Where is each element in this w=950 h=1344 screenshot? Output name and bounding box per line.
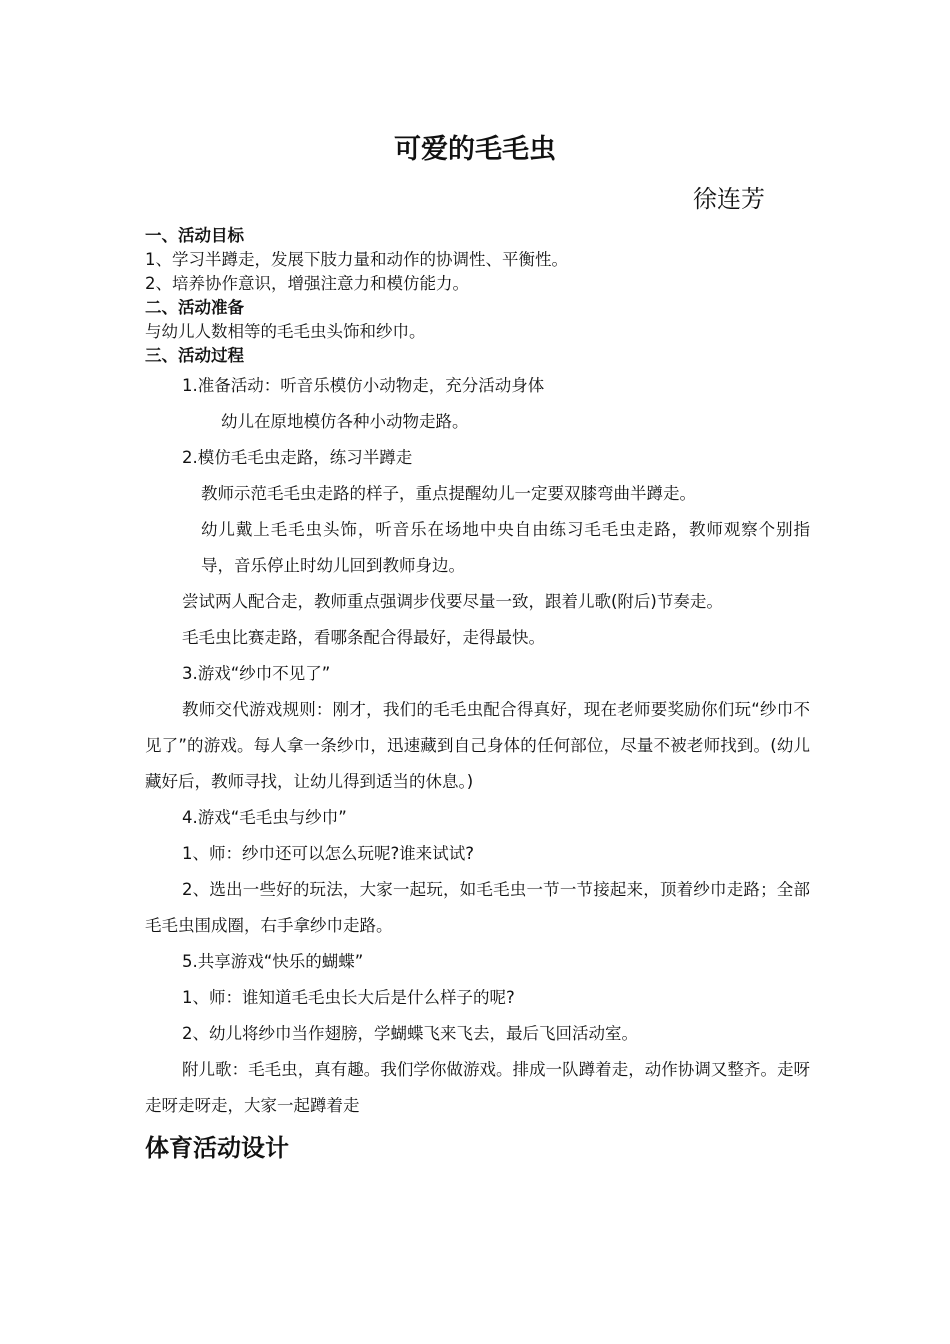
process-step-5-item-1: 1、师：谁知道毛毛虫长大后是什么样子的呢? <box>182 988 515 1007</box>
process-step-3-rules: 教师交代游戏规则：刚才，我们的毛毛虫配合得真好，现在老师要奖励你们玩“纱巾不见了”的游戏。每人拿一条纱巾，迅速藏到自己身体的任何部位，尽量不被老师找到。(幼儿藏好后，教师寻找，让幼儿得到适当的休息。) <box>145 700 810 791</box>
footer-title: 体育活动设计 <box>145 1134 289 1162</box>
process-step-5-item-2: 2、幼儿将纱巾当作翅膀，学蝴蝶飞来飞去，最后飞回活动室。 <box>182 1024 638 1043</box>
section-heading-process: 三、活动过程 <box>145 346 244 365</box>
process-step-4: 4.游戏“毛毛虫与纱巾” <box>182 808 347 827</box>
process-step-2: 2.模仿毛毛虫走路，练习半蹲走 <box>182 448 413 467</box>
preparation-text: 与幼儿人数相等的毛毛虫头饰和纱巾。 <box>145 322 426 341</box>
process-step-1: 1.准备活动：听音乐模仿小动物走，充分活动身体 <box>182 376 545 395</box>
section-heading-goals: 一、活动目标 <box>145 226 244 245</box>
document-body <box>145 224 810 1124</box>
appendix-rhyme: 附儿歌：毛毛虫，真有趣。我们学你做游戏。排成一队蹲着走，动作协调又整齐。走呀走呀走呀走，大家一起蹲着走 <box>145 1060 810 1115</box>
process-step-2-practice <box>145 512 810 584</box>
goal-item-2: 2、培养协作意识，增强注意力和模仿能力。 <box>145 274 469 293</box>
process-step-4-item-2: 2、选出一些好的玩法，大家一起玩，如毛毛虫一节一节接起来，顶着纱巾走路；全部毛毛虫围成圈，右手拿纱巾走路。 <box>145 880 810 935</box>
document-title: 可爱的毛毛虫 <box>394 134 556 165</box>
section-heading-preparation: 二、活动准备 <box>145 298 244 317</box>
process-step-4-item-1: 1、师：纱巾还可以怎么玩呢?谁来试试? <box>182 844 475 863</box>
process-step-5: 5.共享游戏“快乐的蝴蝶” <box>182 952 364 971</box>
process-step-1-detail: 幼儿在原地模仿各种小动物走路。 <box>221 412 469 431</box>
process-step-2-pair: 尝试两人配合走，教师重点强调步伐要尽量一致，跟着儿歌(附后)节奏走。 <box>182 592 723 611</box>
process-step-2-practice-text: 幼儿戴上毛毛虫头饰，听音乐在场地中央自由练习毛毛虫走路，教师观察个别指导，音乐停止时幼儿回到教师身边。 <box>201 520 810 575</box>
goal-item-1: 1、学习半蹲走，发展下肢力量和动作的协调性、平衡性。 <box>145 250 568 269</box>
author-name: 徐连芳 <box>693 185 765 213</box>
process-step-2-race: 毛毛虫比赛走路，看哪条配合得最好，走得最快。 <box>182 628 545 647</box>
process-step-3: 3.游戏“纱巾不见了” <box>182 664 331 683</box>
process-step-2-demo: 教师示范毛毛虫走路的样子，重点提醒幼儿一定要双膝弯曲半蹲走。 <box>201 484 696 503</box>
